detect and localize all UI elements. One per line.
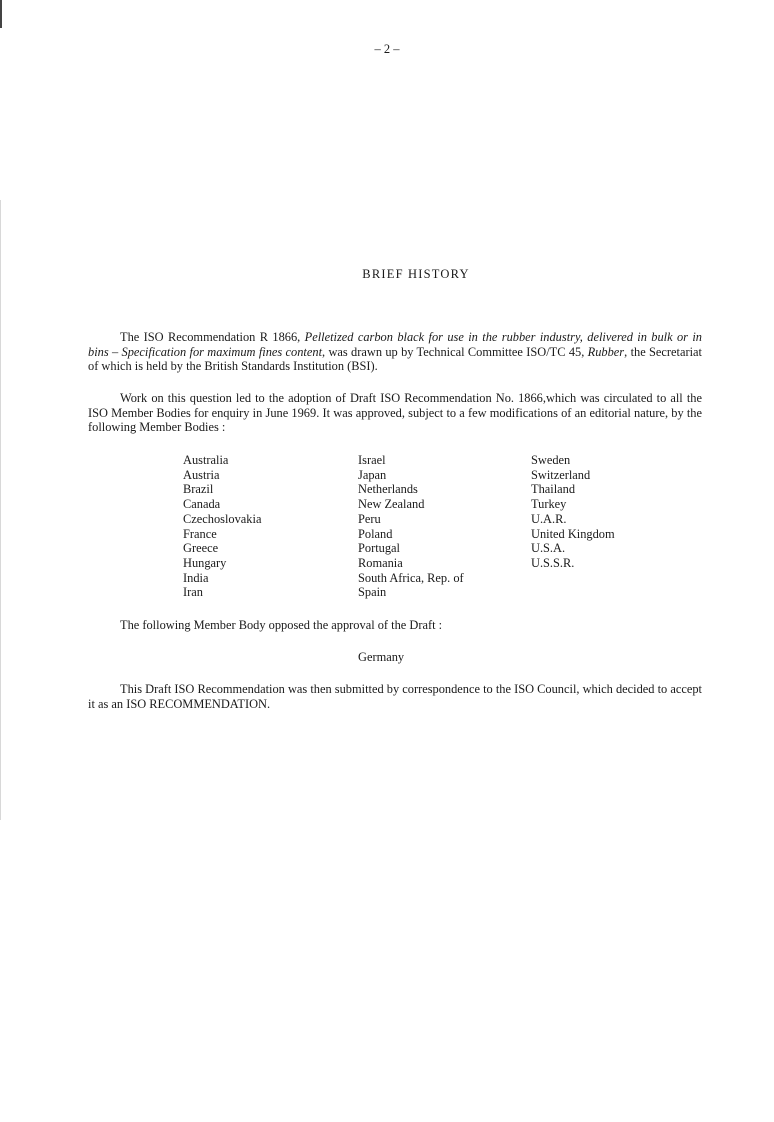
paragraph-approval bbox=[88, 391, 702, 435]
member-body-item: Israel bbox=[358, 453, 386, 467]
paragraph-approval-text: Work on this question led to the adoption of Draft ISO Recommendation No. 1866,which was circulated to all the ISO Member Bodies for enquiry in June 1969. It was approved, subject to a few modifications of an editorial nature, by the following Member Bodies : bbox=[88, 391, 702, 434]
member-body-item: New Zealand bbox=[358, 497, 425, 512]
member-body-item: Brazil bbox=[183, 482, 214, 497]
paragraph-origin-text-3: , the Secretariat of which is held by the British Standards Institution (BSI). bbox=[88, 344, 703, 373]
paragraph-origin-text-1: The ISO Recommendation R 1866, bbox=[120, 330, 305, 344]
paragraph-acceptance-text: This Draft ISO Recommendation was then submitted by correspondence to the ISO Council, which decided to accept it as an ISO RECOMMENDATION. bbox=[88, 682, 702, 711]
member-body-item: India bbox=[183, 570, 209, 585]
member-body-item: Netherlands bbox=[358, 482, 418, 497]
section-title bbox=[0, 267, 774, 282]
member-body-item: Poland bbox=[358, 526, 393, 541]
scan-edge-mark bbox=[0, 0, 2, 28]
member-column-3 bbox=[531, 453, 615, 571]
member-body-item: U.S.S.R. bbox=[531, 555, 575, 570]
document-title-italic: Pelletized carbon black for use in the rubber industry, delivered in bulk or in bins – Specification for maximum fines content bbox=[88, 330, 702, 359]
committee-name-italic: Rubber bbox=[587, 344, 625, 359]
paragraph-opposition-text: The following Member Body opposed the approval of the Draft : bbox=[120, 618, 443, 632]
paragraph-origin bbox=[88, 330, 702, 374]
member-body-item: Portugal bbox=[358, 541, 400, 556]
opposing-member: Germany bbox=[358, 650, 405, 664]
member-body-item: United Kingdom bbox=[531, 526, 615, 541]
scan-edge-shadow bbox=[0, 200, 1, 820]
member-body-item: France bbox=[183, 526, 217, 541]
section-title-text: BRIEF HISTORY bbox=[362, 267, 470, 281]
paragraph-opposition bbox=[88, 618, 702, 633]
member-body-item: Peru bbox=[358, 511, 381, 526]
member-body-item: Greece bbox=[183, 541, 219, 556]
member-body-item: Turkey bbox=[531, 497, 567, 512]
member-body-item: Hungary bbox=[183, 555, 227, 570]
member-body-item: Australia bbox=[183, 453, 229, 467]
member-body-item: Romania bbox=[358, 555, 403, 570]
paragraph-acceptance bbox=[88, 682, 702, 711]
member-body-item: U.A.R. bbox=[531, 511, 567, 526]
member-body-item: Sweden bbox=[531, 453, 571, 467]
member-body-item: Czechoslovakia bbox=[183, 511, 262, 526]
member-body-item: Japan bbox=[358, 467, 387, 482]
paragraph-origin-text-2: , was drawn up by Technical Committee ISO/TC 45, bbox=[322, 344, 588, 359]
member-body-item: U.S.A. bbox=[531, 541, 566, 556]
page-number: – 2 – bbox=[374, 42, 400, 56]
member-body-item: Spain bbox=[358, 585, 387, 600]
member-body-item: Canada bbox=[183, 497, 221, 512]
member-body-item: Austria bbox=[183, 467, 220, 482]
member-body-item: Thailand bbox=[531, 482, 576, 497]
member-body-item: Iran bbox=[183, 585, 203, 600]
member-body-item: Switzerland bbox=[531, 467, 591, 482]
member-body-item: South Africa, Rep. of bbox=[358, 570, 464, 585]
member-column-1 bbox=[183, 453, 261, 600]
member-column-2 bbox=[358, 453, 464, 600]
